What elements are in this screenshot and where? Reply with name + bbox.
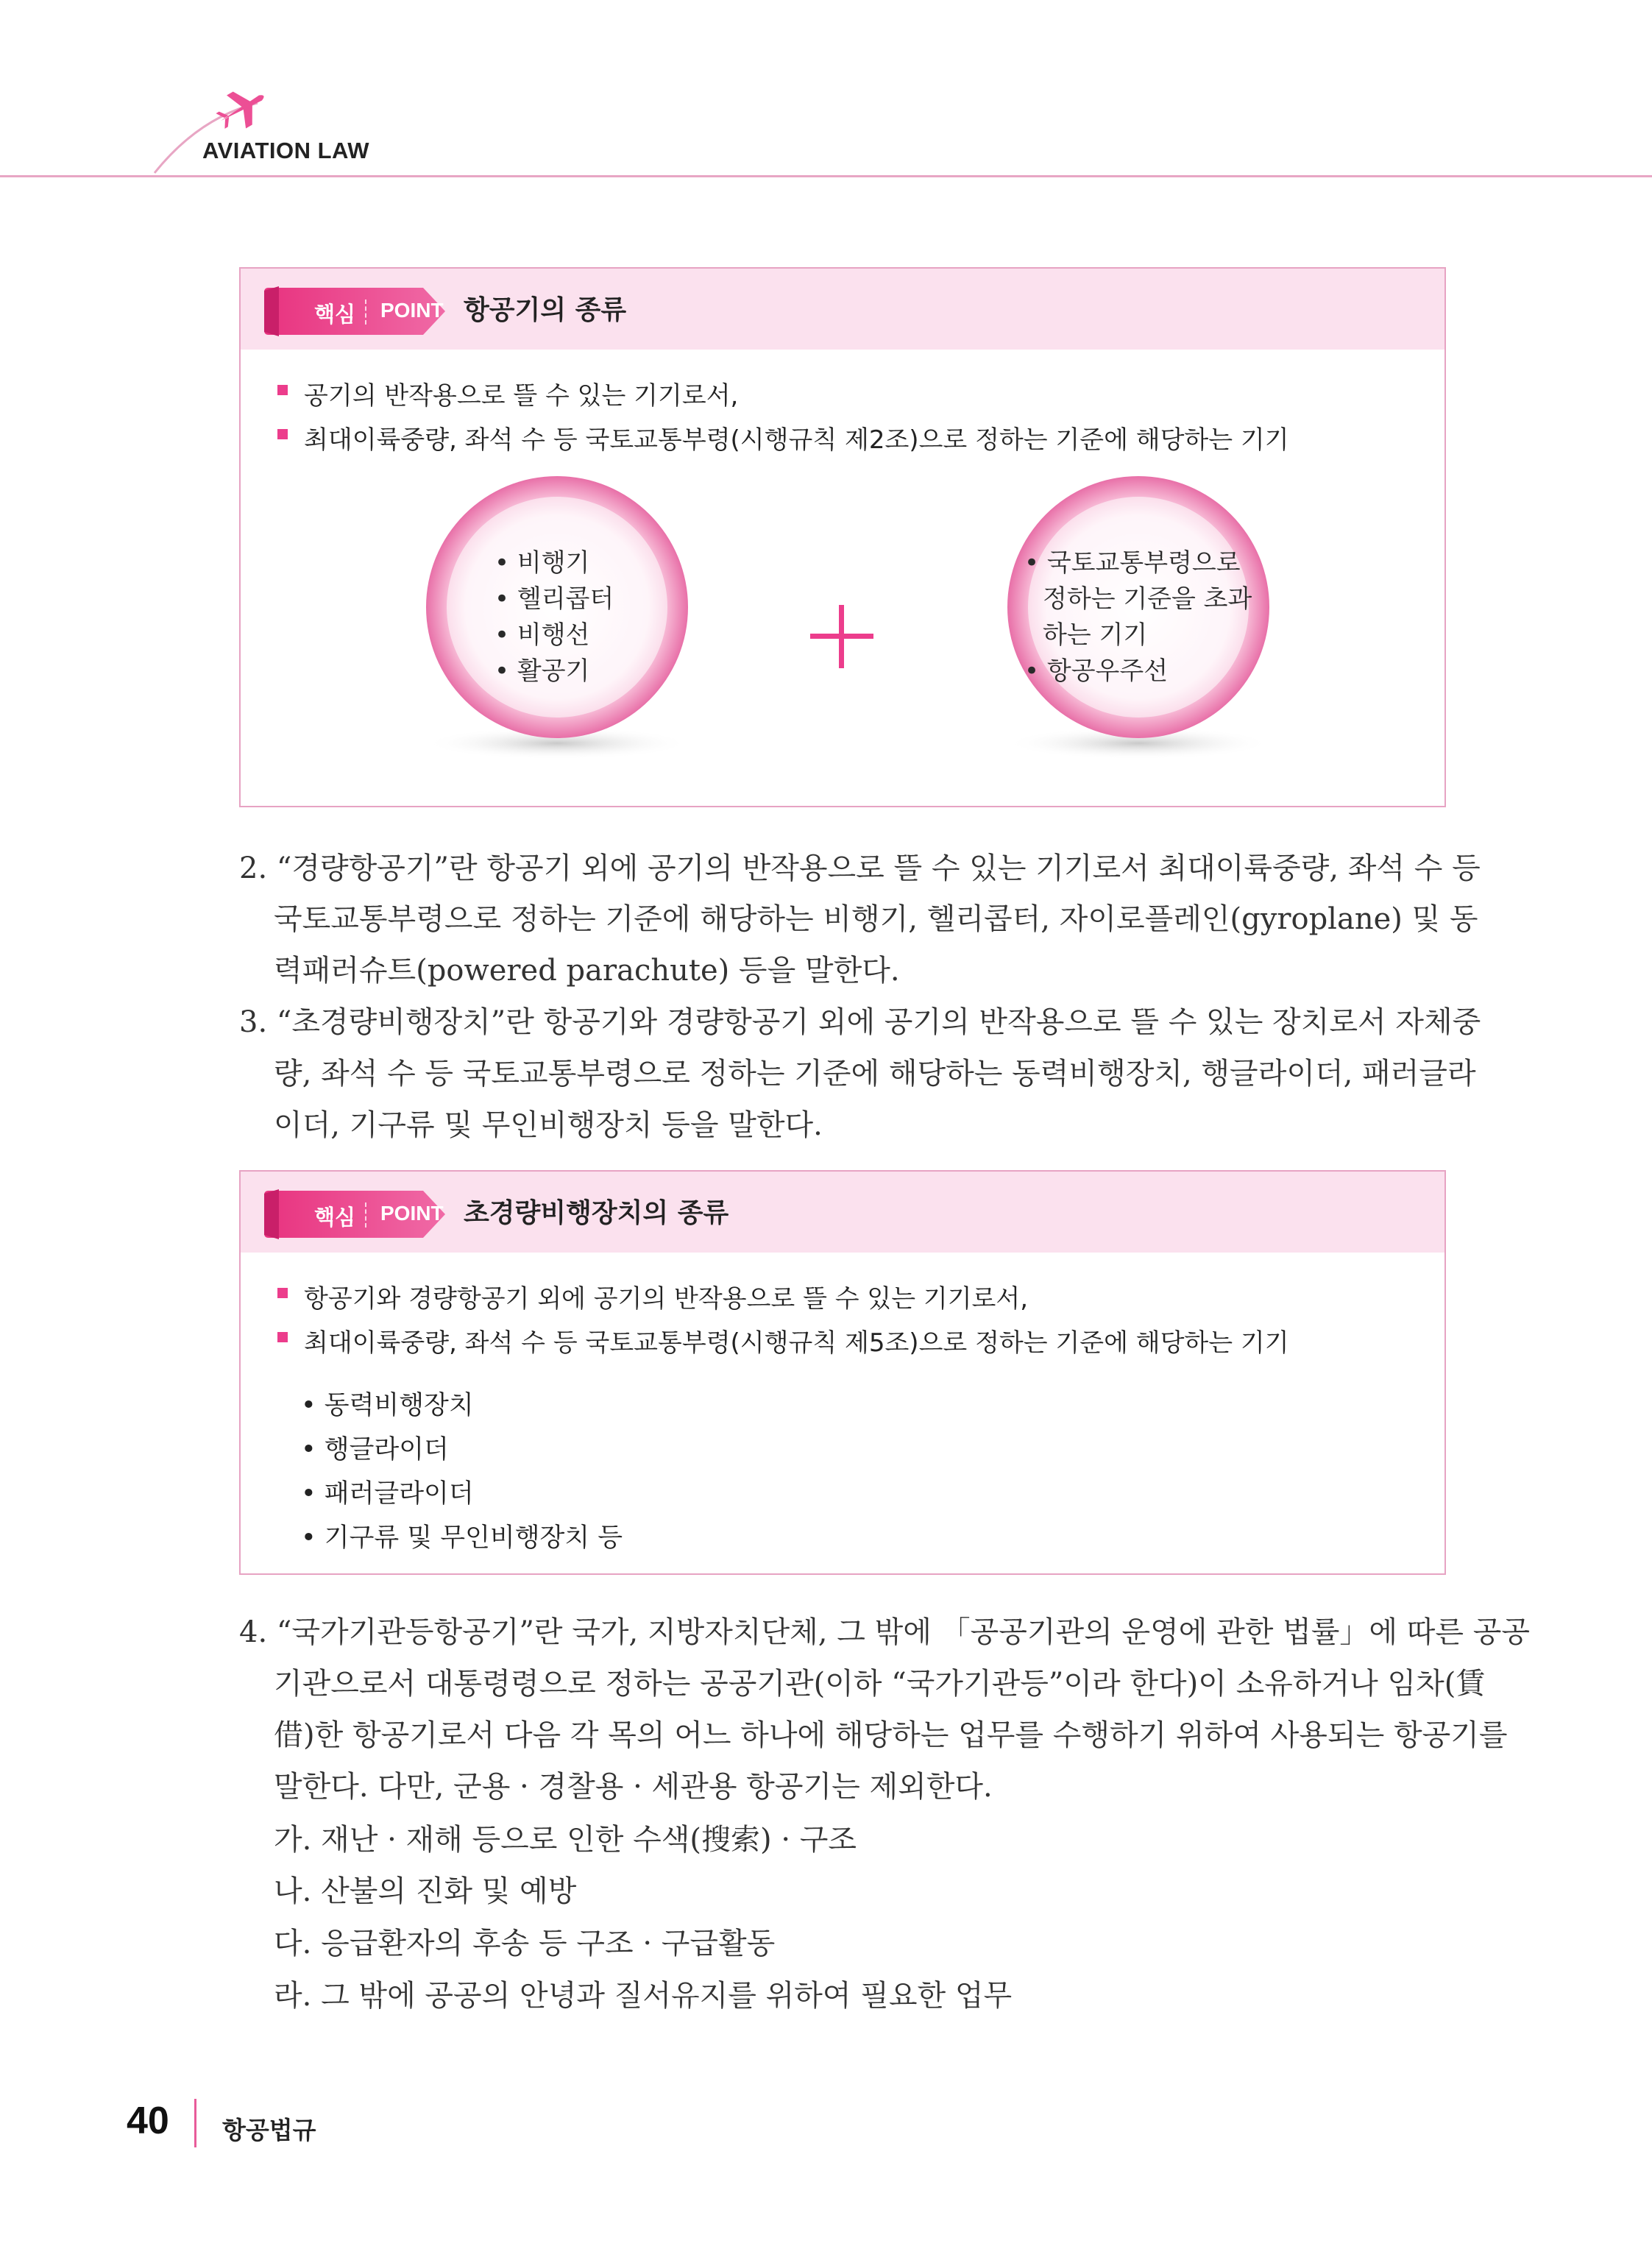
paragraph-line: 기관으로서 대통령령으로 정하는 공공기관(이하 “국가기관등”이라 한다)이 소유하거나 임차(賃	[274, 1667, 1486, 1701]
header-divider	[0, 175, 1652, 177]
bullet-text: 최대이륙중량, 좌석 수 등 국토교통부령(시행규칙 제5조)으로 정하는 기준에 해당하는 기기	[304, 1328, 1289, 1358]
page-number: 40	[127, 2100, 169, 2142]
footer-divider	[194, 2099, 196, 2147]
paragraph-line: 량, 좌석 수 등 국토교통부령으로 정하는 기준에 해당하는 동력비행장치, 행글라이더, 패러글라	[274, 1057, 1476, 1091]
subitem-line: 나. 산불의 진화 및 예방	[274, 1874, 577, 1908]
circle-list-item: • 헬리콥터	[494, 584, 614, 614]
bullet-text: 항공기와 경량항공기 외에 공기의 반작용으로 뜰 수 있는 기기로서,	[304, 1284, 1029, 1314]
subitem-line: 라. 그 밖에 공공의 안녕과 질서유지를 위하여 필요한 업무	[274, 1979, 1013, 2013]
tag-core-label: 핵심	[314, 302, 356, 327]
bullet-text: 공기의 반작용으로 뜰 수 있는 기기로서,	[304, 381, 739, 411]
tag-separator	[365, 300, 366, 325]
header-title: AVIATION LAW	[202, 138, 369, 163]
subitem-line: 다. 응급환자의 후송 등 구조 · 구급활동	[274, 1927, 776, 1960]
tag-separator	[365, 1202, 366, 1228]
circle-list-item: • 비행기	[494, 548, 590, 578]
point-box-header	[241, 1172, 1444, 1253]
point-box-title: 항공기의 종류	[464, 295, 627, 325]
device-list-item: • 패러글라이더	[301, 1479, 474, 1509]
paragraph-line: 력패러슈트(powered parachute) 등을 말한다.	[274, 954, 900, 988]
circle-list-item: • 활공기	[494, 656, 590, 686]
paragraph-line: 2. “경량항공기”란 항공기 외에 공기의 반작용으로 뜰 수 있는 기기로서 최대이륙중량, 좌석 수 등	[239, 851, 1481, 885]
plus-icon	[809, 603, 875, 673]
paragraph-line: 이더, 기구류 및 무인비행장치 등을 말한다.	[274, 1108, 823, 1142]
point-box-header	[241, 269, 1444, 350]
paragraph-line: 국토교통부령으로 정하는 기준에 해당하는 비행기, 헬리콥터, 자이로플레인(gyroplane) 및 동	[274, 902, 1478, 936]
paragraph-line: 借)한 항공기로서 다음 각 목의 어느 하나에 해당하는 업무를 수행하기 위하여 사용되는 항공기를	[274, 1718, 1508, 1752]
footer-book-title: 항공법규	[222, 2116, 316, 2144]
circle-list-item: • 항공우주선	[1024, 656, 1169, 686]
tag-core-label: 핵심	[314, 1205, 356, 1230]
circle-list-item: • 국토교통부령으로	[1024, 548, 1241, 578]
circle-list-item: • 비행선	[494, 620, 590, 650]
bullet-text: 최대이륙중량, 좌석 수 등 국토교통부령(시행규칙 제2조)으로 정하는 기준에 해당하는 기기	[304, 425, 1289, 455]
circle-list-item: 정하는 기준을 초과	[1043, 584, 1252, 614]
tag-point-label: POINT	[380, 1202, 444, 1225]
paragraph-line: 말한다. 다만, 군용 · 경찰용 · 세관용 항공기는 제외한다.	[274, 1770, 993, 1804]
paragraph-line: 3. “초경량비행장치”란 항공기와 경량항공기 외에 공기의 반작용으로 뜰 수 있는 장치로서 자체중	[239, 1005, 1481, 1039]
device-list-item: • 행글라이더	[301, 1435, 449, 1464]
circle-list-item: 하는 기기	[1043, 620, 1148, 650]
left-circle-list	[494, 545, 614, 690]
subitem-line: 가. 재난 · 재해 등으로 인한 수색(搜索) · 구조	[274, 1823, 857, 1857]
point-box-ultralight-types	[239, 1170, 1446, 1575]
right-circle-list	[1024, 545, 1252, 690]
tag-point-label: POINT	[380, 299, 444, 322]
paragraph-line: 4. “국가기관등항공기”란 국가, 지방자치단체, 그 밖에 「공공기관의 운영에 관한 법률」에 따른 공공	[239, 1615, 1531, 1649]
device-list-item: • 동력비행장치	[301, 1391, 474, 1420]
device-list-item: • 기구류 및 무인비행장치 등	[301, 1523, 623, 1553]
point-box-title: 초경량비행장치의 종류	[464, 1198, 729, 1228]
point-box-aircraft-types	[239, 267, 1446, 807]
